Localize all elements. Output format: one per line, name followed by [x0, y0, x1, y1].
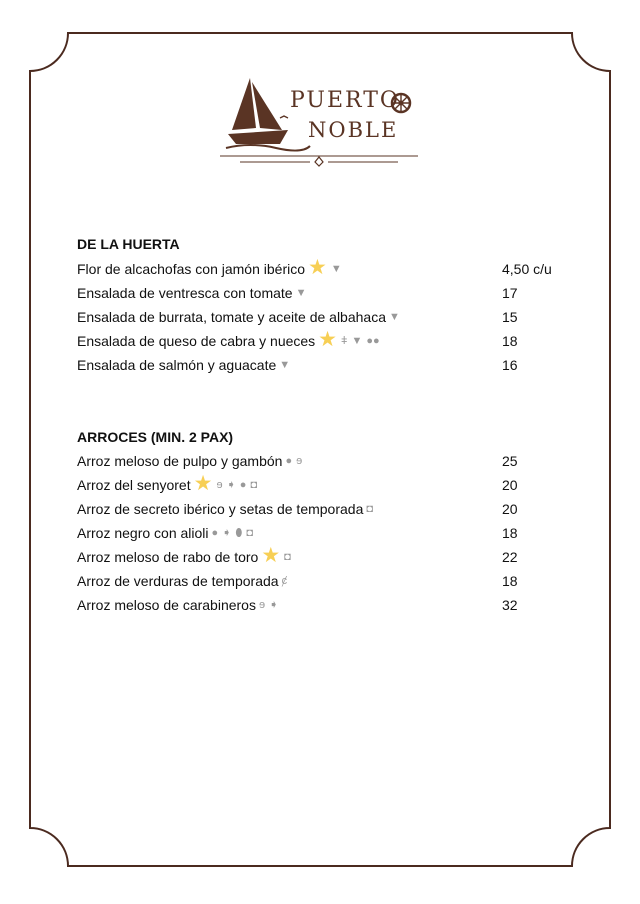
allergen-icons: [212, 528, 253, 539]
milk-icon: ▼: [351, 334, 363, 347]
allergen-icons: [366, 504, 373, 515]
mollusc-icon: ●: [211, 526, 219, 539]
mollusc-icon: ●: [239, 478, 247, 491]
menu-item: [77, 472, 577, 495]
mollusc-icon: ●: [285, 454, 293, 467]
menu-item: [77, 328, 577, 351]
item-name: Ensalada de burrata, tomate y aceite de albahaca: [77, 309, 386, 325]
menu-item: [77, 451, 577, 471]
crustacean-icon: ɘ: [296, 454, 303, 467]
item-price: 20: [502, 501, 518, 517]
section-title: DE LA HUERTA: [77, 236, 180, 252]
item-price: 4,50 c/u: [502, 261, 552, 277]
allergen-icons: [308, 256, 342, 279]
item-name: Flor de alcachofas con jamón ibérico: [77, 261, 306, 277]
fish-icon: ➧: [226, 478, 236, 491]
star-icon: ★: [308, 256, 327, 279]
allergen-icons: [389, 312, 400, 323]
allergen-icons: [296, 288, 307, 299]
item-name: Ensalada de ventresca con tomate: [77, 285, 293, 301]
egg-icon: ⬮: [235, 526, 243, 539]
item-name: Arroz meloso de carabineros: [77, 597, 256, 613]
allergen-icons: [279, 360, 290, 371]
allergen-icons: [193, 472, 258, 495]
item-price: 15: [502, 309, 518, 325]
item-name: Ensalada de queso de cabra y nueces: [77, 333, 316, 349]
menu-item: [77, 571, 577, 591]
allergen-icons: [259, 600, 278, 611]
allergen-icons: [261, 544, 291, 567]
section-title: ARROCES (MIN. 2 PAX): [77, 429, 234, 445]
allergen-icons: [285, 456, 302, 467]
item-price: 18: [502, 525, 518, 541]
crustacean-icon: ɘ: [258, 598, 266, 611]
menu-item: [77, 307, 577, 327]
fish-icon: ➧: [222, 526, 232, 539]
item-price: 17: [502, 285, 518, 301]
item-name: Arroz meloso de pulpo y gambón: [77, 453, 283, 469]
item-price: 32: [502, 597, 518, 613]
star-icon: ★: [193, 472, 213, 495]
item-price: 16: [502, 357, 518, 373]
gluten-icon: ǂ: [341, 334, 348, 347]
menu-item: [77, 256, 577, 279]
crustacean-icon: ɘ: [216, 478, 223, 491]
sulphites-icon: ◘: [284, 550, 291, 563]
allergen-icons: [318, 328, 380, 351]
milk-icon: ▼: [388, 310, 400, 323]
sulphites-icon: ◘: [246, 526, 253, 539]
star-icon: ★: [261, 544, 281, 567]
sulphites-icon: ◘: [366, 502, 374, 515]
fish-icon: ➧: [269, 598, 279, 611]
item-name: Arroz meloso de rabo de toro: [77, 549, 259, 565]
milk-icon: ▼: [330, 262, 342, 275]
nuts-icon: ●●: [366, 334, 380, 347]
star-icon: ★: [318, 328, 337, 351]
brand-name-line1: PUERTO: [290, 88, 400, 113]
allergen-icons: [282, 576, 288, 587]
item-price: 20: [502, 477, 518, 493]
menu-item: [77, 544, 577, 567]
celery-icon: ȼ: [281, 574, 288, 587]
menu-item: [77, 523, 577, 543]
item-price: 18: [502, 333, 518, 349]
item-name: Arroz negro con alioli: [77, 525, 209, 541]
milk-icon: ▼: [295, 286, 307, 299]
item-name: Arroz del senyoret: [77, 477, 191, 493]
item-name: Arroz de verduras de temporada: [77, 573, 279, 589]
menu-item: [77, 283, 577, 303]
sulphites-icon: ◘: [250, 478, 258, 491]
brand-name-line2: NOBLE: [308, 118, 399, 142]
milk-icon: ▼: [279, 358, 291, 371]
item-name: Ensalada de salmón y aguacate: [77, 357, 277, 373]
item-price: 25: [502, 453, 518, 469]
menu-item: [77, 499, 577, 519]
menu-item: [77, 355, 577, 375]
item-price: 22: [502, 549, 518, 565]
menu-item: [77, 595, 577, 615]
item-price: 18: [502, 573, 518, 589]
item-name: Arroz de secreto ibérico y setas de temporada: [77, 501, 364, 517]
